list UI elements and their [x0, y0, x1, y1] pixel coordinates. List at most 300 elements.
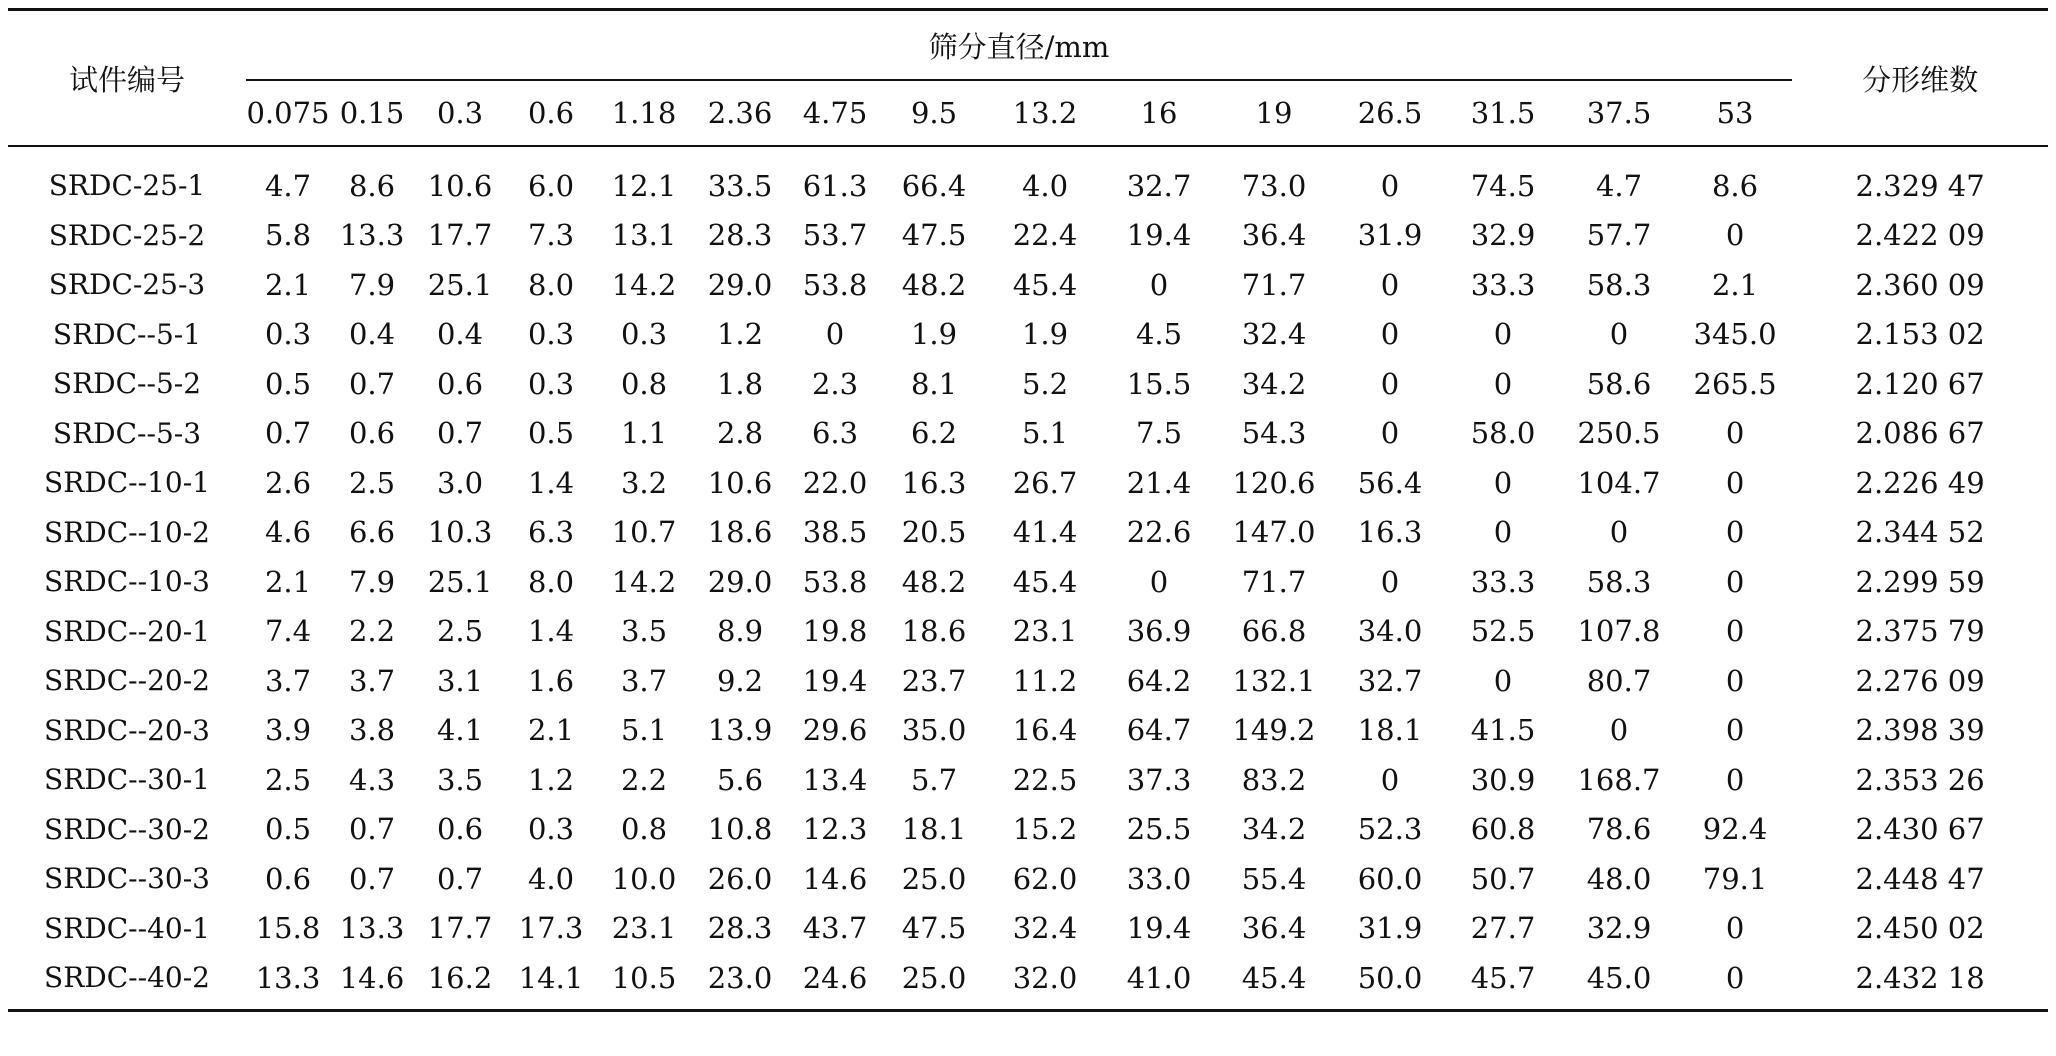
sieve-value-cell: 1.8 [716, 366, 764, 401]
sieve-size-header: 31.5 [1446, 80, 1560, 146]
sieve-value-cell: 8.6 [348, 168, 396, 203]
sieve-value-cell: 19.8 [802, 614, 868, 649]
sieve-value-cell: 0.4 [436, 317, 484, 352]
sieve-value-cell: 0 [1678, 953, 1792, 1010]
table-row [8, 854, 2048, 904]
sieve-value-cell: 58.6 [1586, 366, 1652, 401]
specimen-id-cell: SRDC-25-1 [48, 169, 206, 203]
sieve-value-cell: 12.1 [611, 168, 677, 203]
sieve-value-cell: 16.3 [901, 465, 967, 500]
sieve-value-cell: 3.9 [264, 713, 312, 748]
sieve-value-cell: 168.7 [1577, 762, 1661, 797]
table-row [8, 146, 2048, 211]
sieve-value-cell: 61.3 [802, 168, 868, 203]
sieve-value-cell: 0 [825, 317, 845, 352]
sieve-value-cell: 0.3 [264, 317, 312, 352]
sieve-value-cell: 32.9 [1470, 218, 1536, 253]
sieve-value-cell: 6.3 [527, 515, 575, 550]
fractal-dimension-cell: 2.360 09 [1855, 267, 1985, 302]
sieve-value-cell: 7.9 [348, 267, 396, 302]
sieve-value-cell: 34.2 [1241, 812, 1307, 847]
specimen-id-cell: SRDC--10-2 [44, 515, 210, 549]
sieve-value-cell: 32.9 [1586, 911, 1652, 946]
sieve-value-cell: 2.8 [716, 416, 764, 451]
sieve-value-cell: 0.5 [527, 416, 575, 451]
sieve-value-cell: 0 [1609, 515, 1629, 550]
sieve-value-cell: 6.2 [910, 416, 958, 451]
table-row [8, 260, 2048, 310]
sieve-value-cell: 13.4 [802, 762, 868, 797]
specimen-id-cell: SRDC--40-1 [44, 911, 210, 945]
sieve-value-cell: 0.5 [264, 812, 312, 847]
sieve-value-cell: 0.6 [436, 366, 484, 401]
sieve-value-cell: 0.8 [620, 812, 668, 847]
sieve-value-cell: 5.1 [1021, 416, 1069, 451]
sieve-value-cell: 2.5 [264, 762, 312, 797]
specimen-id-cell: SRDC--5-2 [52, 367, 202, 401]
fractal-dimension-cell: 2.344 52 [1855, 515, 1985, 550]
sieve-value-cell: 2.2 [348, 614, 396, 649]
sieve-value-cell: 4.0 [527, 861, 575, 896]
table-row [8, 359, 2048, 409]
sieve-value-cell: 26.7 [1012, 465, 1078, 500]
sieve-value-cell: 1.4 [527, 614, 575, 649]
sieve-value-cell: 15.8 [255, 911, 321, 946]
sieve-value-cell: 18.6 [707, 515, 773, 550]
sieve-value-cell: 32.7 [1357, 663, 1423, 698]
sieve-value-cell: 25.5 [1126, 812, 1192, 847]
sieve-value-cell: 33.3 [1470, 564, 1536, 599]
table-row [8, 805, 2048, 855]
sieve-value-cell: 15.2 [1012, 812, 1078, 847]
sieve-value-cell: 1.9 [1021, 317, 1069, 352]
sieve-value-cell: 7.4 [264, 614, 312, 649]
sieve-value-cell: 0 [1725, 911, 1745, 946]
sieve-value-cell: 147.0 [1232, 515, 1316, 550]
sieve-value-cell: 36.4 [1241, 218, 1307, 253]
sieve-value-cell: 1.1 [620, 416, 668, 451]
sieve-value-cell: 0 [1493, 465, 1513, 500]
sieve-value-cell: 31.9 [1357, 911, 1423, 946]
sieve-value-cell: 54.3 [1241, 416, 1307, 451]
sieve-value-cell: 4.5 [1135, 317, 1183, 352]
fractal-dimension-cell: 2.276 09 [1855, 663, 1985, 698]
sieve-value-cell: 52.5 [1470, 614, 1536, 649]
sieve-value-cell: 0 [1149, 267, 1169, 302]
sieve-value-cell: 1.6 [527, 663, 575, 698]
sieve-value-cell: 2.1 [1711, 267, 1759, 302]
sieve-value-cell: 1.4 [527, 465, 575, 500]
sieve-value-cell: 33.3 [1470, 267, 1536, 302]
sieve-value-cell: 0 [1725, 762, 1745, 797]
fractal-dimension-cell: 2.353 26 [1855, 762, 1985, 797]
table-row [8, 310, 2048, 360]
sieve-value-cell: 3.1 [436, 663, 484, 698]
sieve-size-header: 0.3 [414, 80, 506, 146]
sieve-value-cell: 21.4 [1126, 465, 1192, 500]
sieve-value-cell: 0 [1380, 317, 1400, 352]
sieve-value-cell: 29.6 [802, 713, 868, 748]
sieve-value-cell: 4.1 [436, 713, 484, 748]
sieve-value-cell: 3.8 [348, 713, 396, 748]
sieve-value-cell: 38.5 [802, 515, 868, 550]
sieve-value-cell: 64.2 [1126, 663, 1192, 698]
sieve-value-cell: 56.4 [1357, 465, 1423, 500]
sieve-size-header: 0.6 [506, 80, 596, 146]
sieve-value-cell: 6.6 [348, 515, 396, 550]
sieve-size-header: 13.2 [986, 80, 1104, 146]
sieve-value-cell: 0.7 [264, 416, 312, 451]
sieve-value-cell: 30.9 [1470, 762, 1536, 797]
sieve-value-cell: 83.2 [1241, 762, 1307, 797]
specimen-id-header: 试件编号 [8, 10, 246, 147]
table-row [8, 706, 2048, 756]
sieve-value-cell: 4.7 [1595, 168, 1643, 203]
sieve-value-cell: 73.0 [1241, 168, 1307, 203]
sieve-value-cell: 32.4 [1012, 911, 1078, 946]
sieve-value-cell: 8.6 [1711, 168, 1759, 203]
sieve-value-cell: 41.4 [1012, 515, 1078, 550]
sieve-value-cell: 10.3 [427, 515, 493, 550]
sieve-size-header: 4.75 [788, 80, 882, 146]
sieve-size-header: 1.18 [596, 80, 692, 146]
sieve-value-cell: 17.7 [427, 218, 493, 253]
sieve-value-cell: 45.4 [1012, 267, 1078, 302]
sieve-value-cell: 45.0 [1560, 953, 1678, 1010]
sieve-value-cell: 29.0 [707, 564, 773, 599]
sieve-value-cell: 23.7 [901, 663, 967, 698]
sieve-value-cell: 0 [1725, 663, 1745, 698]
sieve-value-cell: 14.2 [611, 564, 677, 599]
sieve-value-cell: 0 [1725, 515, 1745, 550]
sieve-value-cell: 0 [1380, 564, 1400, 599]
sieve-value-cell: 0 [1380, 762, 1400, 797]
sieve-value-cell: 22.4 [1012, 218, 1078, 253]
sieve-value-cell: 13.3 [339, 218, 405, 253]
sieve-value-cell: 33.5 [707, 168, 773, 203]
sieve-value-cell: 10.6 [427, 168, 493, 203]
sieve-value-cell: 25.0 [901, 861, 967, 896]
fractal-dimension-cell: 2.430 67 [1855, 812, 1985, 847]
fractal-dimension-cell: 2.448 47 [1855, 861, 1985, 896]
sieve-value-cell: 3.7 [264, 663, 312, 698]
specimen-id-cell: SRDC--5-3 [52, 416, 202, 450]
sieve-value-cell: 47.5 [901, 218, 967, 253]
sieve-value-cell: 79.1 [1702, 861, 1768, 896]
table-row [8, 557, 2048, 607]
sieve-value-cell: 62.0 [1012, 861, 1078, 896]
sieve-value-cell: 57.7 [1586, 218, 1652, 253]
sieve-value-cell: 23.1 [611, 911, 677, 946]
specimen-id-cell: SRDC--30-3 [44, 862, 210, 896]
sieve-value-cell: 25.1 [427, 564, 493, 599]
sieve-value-cell: 5.7 [910, 762, 958, 797]
sieve-value-cell: 17.3 [518, 911, 584, 946]
sieve-size-header: 0.15 [330, 80, 414, 146]
sieve-value-cell: 52.3 [1357, 812, 1423, 847]
sieve-value-cell: 0.7 [436, 416, 484, 451]
sieve-value-cell: 41.0 [1104, 953, 1214, 1010]
sieve-value-cell: 3.5 [436, 762, 484, 797]
sieve-value-cell: 149.2 [1232, 713, 1316, 748]
specimen-id-cell: SRDC--20-3 [44, 713, 210, 747]
header-row-sizes [8, 80, 2048, 146]
sieve-size-header: 16 [1104, 80, 1214, 146]
table-row [8, 458, 2048, 508]
sieve-value-cell: 8.9 [716, 614, 764, 649]
sieve-value-cell: 265.5 [1693, 366, 1777, 401]
sieve-value-cell: 33.0 [1126, 861, 1192, 896]
sieve-value-cell: 53.8 [802, 564, 868, 599]
sieve-value-cell: 28.3 [707, 911, 773, 946]
sieve-value-cell: 3.7 [620, 663, 668, 698]
sieve-value-cell: 45.4 [1012, 564, 1078, 599]
sieve-value-cell: 10.6 [707, 465, 773, 500]
sieve-value-cell: 10.8 [707, 812, 773, 847]
sieve-value-cell: 45.4 [1214, 953, 1334, 1010]
sieve-value-cell: 22.5 [1012, 762, 1078, 797]
sieve-value-cell: 18.6 [901, 614, 967, 649]
sieve-value-cell: 4.0 [1021, 168, 1069, 203]
sieve-value-cell: 19.4 [802, 663, 868, 698]
sieve-value-cell: 0 [1493, 663, 1513, 698]
fractal-dimension-cell: 2.299 59 [1855, 564, 1985, 599]
sieve-value-cell: 13.3 [246, 953, 330, 1010]
sieve-value-cell: 3.5 [620, 614, 668, 649]
sieve-value-cell: 66.4 [901, 168, 967, 203]
sieve-value-cell: 2.2 [620, 762, 668, 797]
fractal-dimension-cell: 2.432 18 [1792, 953, 2048, 1010]
fractal-dimension-cell: 2.375 79 [1855, 614, 1985, 649]
sieve-value-cell: 1.2 [716, 317, 764, 352]
sieve-value-cell: 48.0 [1586, 861, 1652, 896]
sieve-value-cell: 0.6 [436, 812, 484, 847]
sieve-value-cell: 0.8 [620, 366, 668, 401]
sieve-value-cell: 0 [1725, 465, 1745, 500]
specimen-id-cell: SRDC--30-1 [44, 763, 210, 797]
sieve-value-cell: 18.1 [901, 812, 967, 847]
fractal-dimension-cell: 2.226 49 [1855, 465, 1985, 500]
specimen-id-cell: SRDC-25-3 [48, 268, 206, 302]
sieve-value-cell: 13.3 [339, 911, 405, 946]
sieve-value-cell: 58.3 [1586, 267, 1652, 302]
sieve-value-cell: 37.3 [1126, 762, 1192, 797]
sieve-value-cell: 23.1 [1012, 614, 1078, 649]
sieve-value-cell: 10.5 [596, 953, 692, 1010]
sieve-value-cell: 58.0 [1470, 416, 1536, 451]
sieve-value-cell: 0.6 [264, 861, 312, 896]
table-body [8, 146, 2048, 1010]
sieve-value-cell: 12.3 [802, 812, 868, 847]
sieve-value-cell: 25.1 [427, 267, 493, 302]
sieve-value-cell: 23.0 [692, 953, 788, 1010]
sieve-value-cell: 2.1 [264, 564, 312, 599]
table-header [8, 10, 2048, 147]
sieve-value-cell: 2.1 [527, 713, 575, 748]
sieve-value-cell: 5.6 [716, 762, 764, 797]
sieve-value-cell: 7.5 [1135, 416, 1183, 451]
sieve-value-cell: 20.5 [901, 515, 967, 550]
sieve-value-cell: 34.0 [1357, 614, 1423, 649]
sieve-value-cell: 0 [1725, 416, 1745, 451]
sieve-value-cell: 0 [1149, 564, 1169, 599]
sieve-fractal-table [8, 8, 2048, 1012]
sieve-value-cell: 5.2 [1021, 366, 1069, 401]
sieve-size-header: 26.5 [1334, 80, 1446, 146]
sieve-value-cell: 74.5 [1470, 168, 1536, 203]
sieve-value-cell: 47.5 [901, 911, 967, 946]
fractal-dimension-header: 分形维数 [1792, 10, 2048, 147]
sieve-value-cell: 17.7 [427, 911, 493, 946]
sieve-value-cell: 0.5 [264, 366, 312, 401]
sieve-value-cell: 48.2 [901, 564, 967, 599]
sieve-value-cell: 1.2 [527, 762, 575, 797]
sieve-value-cell: 25.0 [882, 953, 986, 1010]
specimen-id-cell: SRDC--20-1 [44, 614, 210, 648]
sieve-value-cell: 50.7 [1470, 861, 1536, 896]
sieve-value-cell: 0 [1725, 218, 1745, 253]
sieve-value-cell: 32.0 [986, 953, 1104, 1010]
sieve-value-cell: 0 [1725, 713, 1745, 748]
sieve-value-cell: 0 [1493, 515, 1513, 550]
fractal-dimension-cell: 2.086 67 [1855, 416, 1985, 451]
sieve-value-cell: 53.8 [802, 267, 868, 302]
sieve-value-cell: 50.0 [1334, 953, 1446, 1010]
sieve-value-cell: 19.4 [1126, 911, 1192, 946]
sieve-value-cell: 0.4 [348, 317, 396, 352]
sieve-size-header: 9.5 [882, 80, 986, 146]
specimen-id-cell: SRDC--20-2 [44, 664, 210, 698]
sieve-value-cell: 13.1 [611, 218, 677, 253]
table-row [8, 211, 2048, 261]
sieve-value-cell: 26.0 [707, 861, 773, 896]
sieve-value-cell: 1.9 [910, 317, 958, 352]
sieve-value-cell: 15.5 [1126, 366, 1192, 401]
specimen-id-cell: SRDC--5-1 [52, 317, 202, 351]
sieve-value-cell: 16.4 [1012, 713, 1078, 748]
header-row-group [8, 10, 2048, 81]
sieve-size-header: 0.075 [246, 80, 330, 146]
sieve-value-cell: 132.1 [1232, 663, 1316, 698]
sieve-value-cell: 58.3 [1586, 564, 1652, 599]
sieve-value-cell: 31.9 [1357, 218, 1423, 253]
fractal-dimension-cell: 2.422 09 [1855, 218, 1985, 253]
sieve-value-cell: 7.3 [527, 218, 575, 253]
sieve-value-cell: 0.3 [527, 317, 575, 352]
sieve-value-cell: 60.8 [1470, 812, 1536, 847]
sieve-value-cell: 250.5 [1577, 416, 1661, 451]
sieve-value-cell: 0 [1493, 366, 1513, 401]
table-row [8, 508, 2048, 558]
sieve-value-cell: 24.6 [788, 953, 882, 1010]
sieve-value-cell: 4.3 [348, 762, 396, 797]
sieve-value-cell: 3.7 [348, 663, 396, 698]
sieve-value-cell: 32.4 [1241, 317, 1307, 352]
sieve-value-cell: 34.2 [1241, 366, 1307, 401]
sieve-value-cell: 3.2 [620, 465, 668, 500]
sieve-value-cell: 14.2 [611, 267, 677, 302]
sieve-value-cell: 22.0 [802, 465, 868, 500]
sieve-value-cell: 0 [1380, 416, 1400, 451]
sieve-value-cell: 14.1 [506, 953, 596, 1010]
sieve-value-cell: 45.7 [1446, 953, 1560, 1010]
sieve-value-cell: 41.5 [1470, 713, 1536, 748]
table-row [8, 607, 2048, 657]
sieve-size-header: 53 [1678, 80, 1792, 146]
sieve-value-cell: 53.7 [802, 218, 868, 253]
sieve-value-cell: 0 [1380, 267, 1400, 302]
sieve-value-cell: 6.3 [811, 416, 859, 451]
sieve-table-container [8, 8, 2048, 1012]
specimen-id-cell: SRDC--30-2 [44, 812, 210, 846]
sieve-value-cell: 107.8 [1577, 614, 1661, 649]
sieve-size-header: 2.36 [692, 80, 788, 146]
sieve-value-cell: 16.3 [1357, 515, 1423, 550]
sieve-value-cell: 0.7 [436, 861, 484, 896]
sieve-value-cell: 2.3 [811, 366, 859, 401]
sieve-value-cell: 10.7 [611, 515, 677, 550]
table-row [8, 755, 2048, 805]
sieve-value-cell: 92.4 [1702, 812, 1768, 847]
sieve-value-cell: 55.4 [1241, 861, 1307, 896]
sieve-value-cell: 2.6 [264, 465, 312, 500]
sieve-value-cell: 0 [1725, 564, 1745, 599]
sieve-value-cell: 4.7 [264, 168, 312, 203]
sieve-value-cell: 0.7 [348, 812, 396, 847]
sieve-value-cell: 10.0 [611, 861, 677, 896]
sieve-value-cell: 43.7 [802, 911, 868, 946]
sieve-value-cell: 5.8 [264, 218, 312, 253]
table-row [8, 953, 2048, 1010]
sieve-value-cell: 0 [1609, 317, 1629, 352]
sieve-value-cell: 32.7 [1126, 168, 1192, 203]
table-row [8, 409, 2048, 459]
sieve-value-cell: 71.7 [1241, 267, 1307, 302]
sieve-value-cell: 36.4 [1241, 911, 1307, 946]
specimen-id-cell: SRDC--10-1 [44, 466, 210, 500]
sieve-value-cell: 13.9 [707, 713, 773, 748]
sieve-value-cell: 0.3 [527, 812, 575, 847]
sieve-size-header: 19 [1214, 80, 1334, 146]
sieve-value-cell: 9.2 [716, 663, 764, 698]
sieve-value-cell: 48.2 [901, 267, 967, 302]
sieve-value-cell: 8.1 [910, 366, 958, 401]
sieve-value-cell: 16.2 [414, 953, 506, 1010]
sieve-value-cell: 0.6 [348, 416, 396, 451]
sieve-value-cell: 29.0 [707, 267, 773, 302]
table-row [8, 656, 2048, 706]
sieve-value-cell: 2.5 [348, 465, 396, 500]
sieve-value-cell: 8.0 [527, 564, 575, 599]
sieve-value-cell: 6.0 [527, 168, 575, 203]
sieve-value-cell: 19.4 [1126, 218, 1192, 253]
sieve-value-cell: 71.7 [1241, 564, 1307, 599]
sieve-value-cell: 345.0 [1693, 317, 1777, 352]
table-row [8, 904, 2048, 954]
sieve-value-cell: 11.2 [1012, 663, 1078, 698]
fractal-dimension-cell: 2.120 67 [1855, 366, 1985, 401]
specimen-id-cell: SRDC-25-2 [48, 218, 206, 252]
sieve-value-cell: 36.9 [1126, 614, 1192, 649]
sieve-value-cell: 0.3 [620, 317, 668, 352]
sieve-value-cell: 28.3 [707, 218, 773, 253]
specimen-id-cell: SRDC--40-2 [8, 953, 246, 1010]
sieve-value-cell: 78.6 [1586, 812, 1652, 847]
sieve-value-cell: 0 [1609, 713, 1629, 748]
sieve-value-cell: 0 [1725, 614, 1745, 649]
fractal-dimension-cell: 2.153 02 [1855, 317, 1985, 352]
sieve-value-cell: 4.6 [264, 515, 312, 550]
